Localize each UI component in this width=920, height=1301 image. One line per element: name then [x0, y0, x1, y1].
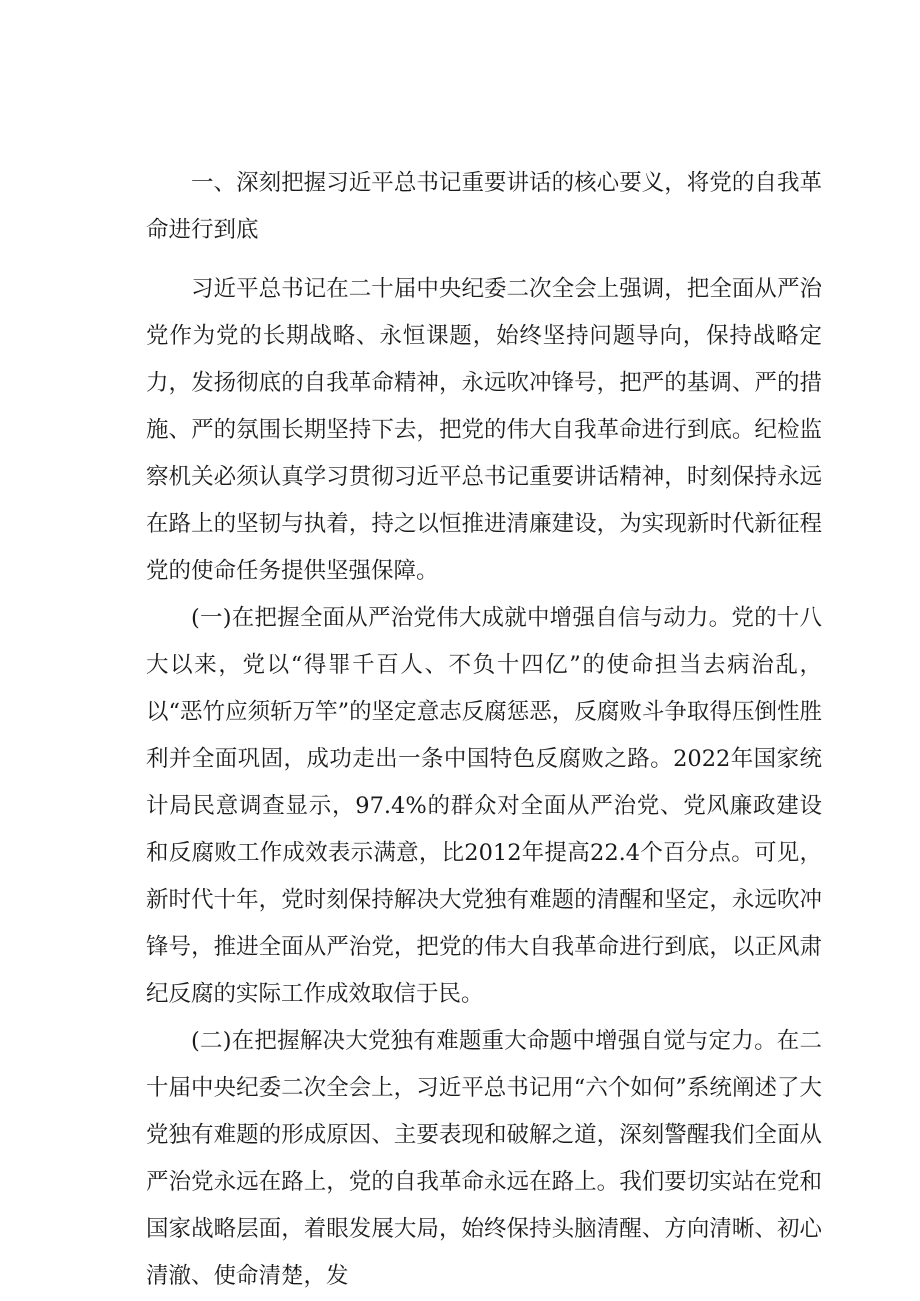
- section-heading: 一、深刻把握习近平总书记重要讲话的核心要义，将党的自我革命进行到底: [146, 170, 822, 243]
- document-body: [146, 160, 822, 1300]
- paragraph-intro: 习近平总书记在二十届中央纪委二次全会上强调，把全面从严治党作为党的长期战略、永恒课题，始终坚持问题导向，保持战略定力，发扬彻底的自我革命精神，永远吹冲锋号，把严的基调、严的措施、严的氛围长期坚持下去，把党的伟大自我革命进行到底。纪检监察机关必须认真学习贯彻习近平总书记重要讲话精神，时刻保持永远在路上的坚韧与执着，持之以恒推进清廉建设，为实现新时代新征程党的使命任务提供坚强保障。: [146, 276, 822, 584]
- paragraph-point-one: (一)在把握全面从严治党伟大成就中增强自信与动力。党的十八大以来，党以“得罪千百人、不负十四亿”的使命担当去病治乱，以“恶竹应须斩万竿”的坚定意志反腐惩恶，反腐败斗争取得压倒性胜利并全面巩固，成功走出一条中国特色反腐败之路。2022年国家统计局民意调查显示，97.4%的群众对全面从严治党、党风廉政建设和反腐败工作成效表示满意，比2012年提高22.4个百分点。可见，新时代十年，党时刻保持解决大党独有难题的清醒和坚定，永远吹冲锋号，推进全面从严治党，把党的伟大自我革命进行到底，以正风肃纪反腐的实际工作成效取信于民。: [146, 605, 822, 1007]
- paragraph-point-two: (二)在把握解决大党独有难题重大命题中增强自觉与定力。在二十届中央纪委二次全会上，习近平总书记用“六个如何”系统阐述了大党独有难题的形成原因、主要表现和破解之道，深刻警醒我们全面从严治党永远在路上，党的自我革命永远在路上。我们要切实站在党和国家战略层面，着眼发展大局，始终保持头脑清醒、方向清晰、初心清澈、使命清楚，发: [146, 1028, 822, 1289]
